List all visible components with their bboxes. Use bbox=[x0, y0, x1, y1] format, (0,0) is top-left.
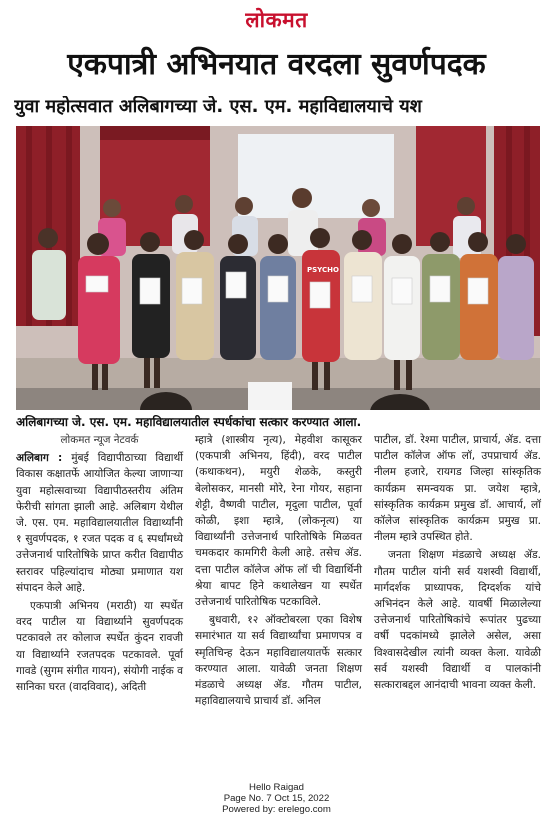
article-paragraph: जनता शिक्षण मंडळाचे अध्यक्ष ॲड. गौतम पाटील यांनी सर्व यशस्वी विद्यार्थी, मार्गदर्शक प्राध्यापक, दिग्दर्शक यांचे अभिनंदन केले आहे. यावर्षी मिळालेल्या उत्तेजनार्थ पारितोषिकांचे रूपांतर पुढच्या वर्षी पदकांमध्ये झालेले असेल, असा विश्वासदेखील त्यांनी व्यक्त केला. यावेळी सर्व यशस्वी विद्यार्थी व पालकांनी सत्काराबद्दल आनंदाची भावना व्यक्त केली. bbox=[374, 549, 541, 692]
page-footer bbox=[0, 782, 553, 815]
photo-caption: अलिबागच्या जे. एस. एम. महाविद्यालयातील स्पर्धकांचा सत्कार करण्यात आला. bbox=[16, 415, 362, 429]
article-column-1 bbox=[16, 432, 183, 697]
powered-by: Powered by: erelego.com bbox=[222, 804, 331, 815]
article-paragraph: एकपात्री अभिनय (मराठी) या स्पर्धेत वरद पाटील या विद्यार्थ्याने सुवर्णपदक पटकावले तर कोलाज स्पर्धेत कुंदन रावजी या विद्यार्थ्याने रजतपदक पटकावले. पूर्वा गावडे (सुगम संगीत गायन), संयोगी नाईक व सानिका घरत (वादविवाद), अदिती bbox=[16, 600, 183, 694]
subheadline: युवा महोत्सवात अलिबागच्या जे. एस. एम. महाविद्यालयाचे यश bbox=[14, 96, 422, 117]
publication-name: Hello Raigad bbox=[249, 782, 304, 793]
masthead bbox=[0, 0, 553, 34]
tshirt-text: PSYCHO bbox=[307, 266, 339, 274]
paragraph-text: मुंबई विद्यापीठाच्या विद्यार्थी विकास कक्षातर्फे आयोजित केल्या जाणाऱ्या युवा महोत्सवाच्या विद्यापीठस्तरीय अंतिम फेरीची सांगता झाली आहे. अलिबाग येथील जे. एस. एम. महाविद्यालयातील विद्यार्थ्यांनी १ सुवर्णपदक, १ रजत पदक व ६ स्पर्धांमध्ये उत्तेजनार्थ पारितोषिके प्राप्त करीत विद्यापीठ स्तरावर पहिल्यांदाच मोठ्या प्रमाणात यश संपादन केले आहे. bbox=[16, 452, 183, 594]
article-column-3 bbox=[374, 432, 541, 695]
event-photo bbox=[16, 126, 540, 410]
event-photo-illustration bbox=[16, 126, 540, 410]
byline: लोकमत न्यूज नेटवर्क bbox=[60, 434, 139, 446]
article-paragraph: म्हात्रे (शास्त्रीय नृत्य), मेहवीश कासूकर (एकपात्री अभिनय, हिंदी), वरद पाटील (कथाकथन), मयुरी शेळके, कस्तुरी बेलोसकर, मानसी मोरे, रेना गोयर, सहाना शेट्टी, वैष्णवी पाटील, मृदुला पाटील, पूर्वा कोळी, इशा म्हात्रे, (लोकनृत्य) या विद्यार्थ्यांनी उत्तेजनार्थ पारितोषिके मिळवत चमकदार कामगिरी केली आहे. तसेच ॲड. दत्ता पाटील कॉलेज ऑफ लॉ ची विद्यार्थिनी श्रेया बापट हिने कथालेखन या स्पर्धेत उत्तेजनार्थ पारितोषिक पटकाविले. bbox=[195, 434, 362, 609]
article-paragraph: बुधवारी, १२ ऑक्टोबरला एका विशेष समारंभात या सर्व विद्यार्थ्यांचा प्रमाणपत्र व स्मृतिचिन्ह देऊन महाविद्यालयातर्फे सत्कार करण्यात आला. यावेळी जनता शिक्षण मंडळाचे अध्यक्ष ॲड. गौतम पाटील, महाविद्यालयाचे प्राचार्य डॉ. अनिल bbox=[195, 614, 362, 708]
article-column-2 bbox=[195, 432, 362, 711]
newspaper-logo: लोकमत bbox=[245, 8, 308, 32]
dateline: अलिबाग : bbox=[16, 452, 63, 465]
article-paragraph bbox=[16, 450, 183, 596]
page-info: Page No. 7 Oct 15, 2022 bbox=[223, 793, 330, 804]
article-paragraph: पाटील, डॉ. रेश्मा पाटील, प्राचार्य, ॲड. दत्ता पाटील कॉलेज ऑफ लॉ, उपप्राचार्य ॲड. नीलम हजारे, रायगड जिल्हा सांस्कृतिक कार्यक्रम समन्वयक प्रा. जयेश म्हात्रे, सांस्कृतिक कार्यक्रम प्रमुख डॉ. आचार्य, लॉ कॉलेज सांस्कृतिक कार्यक्रम प्रमुख प्रा. नीलम म्हात्रे उपस्थित होते. bbox=[374, 434, 541, 544]
headline: एकपात्री अभिनयात वरदला सुवर्णपदक bbox=[67, 47, 486, 82]
